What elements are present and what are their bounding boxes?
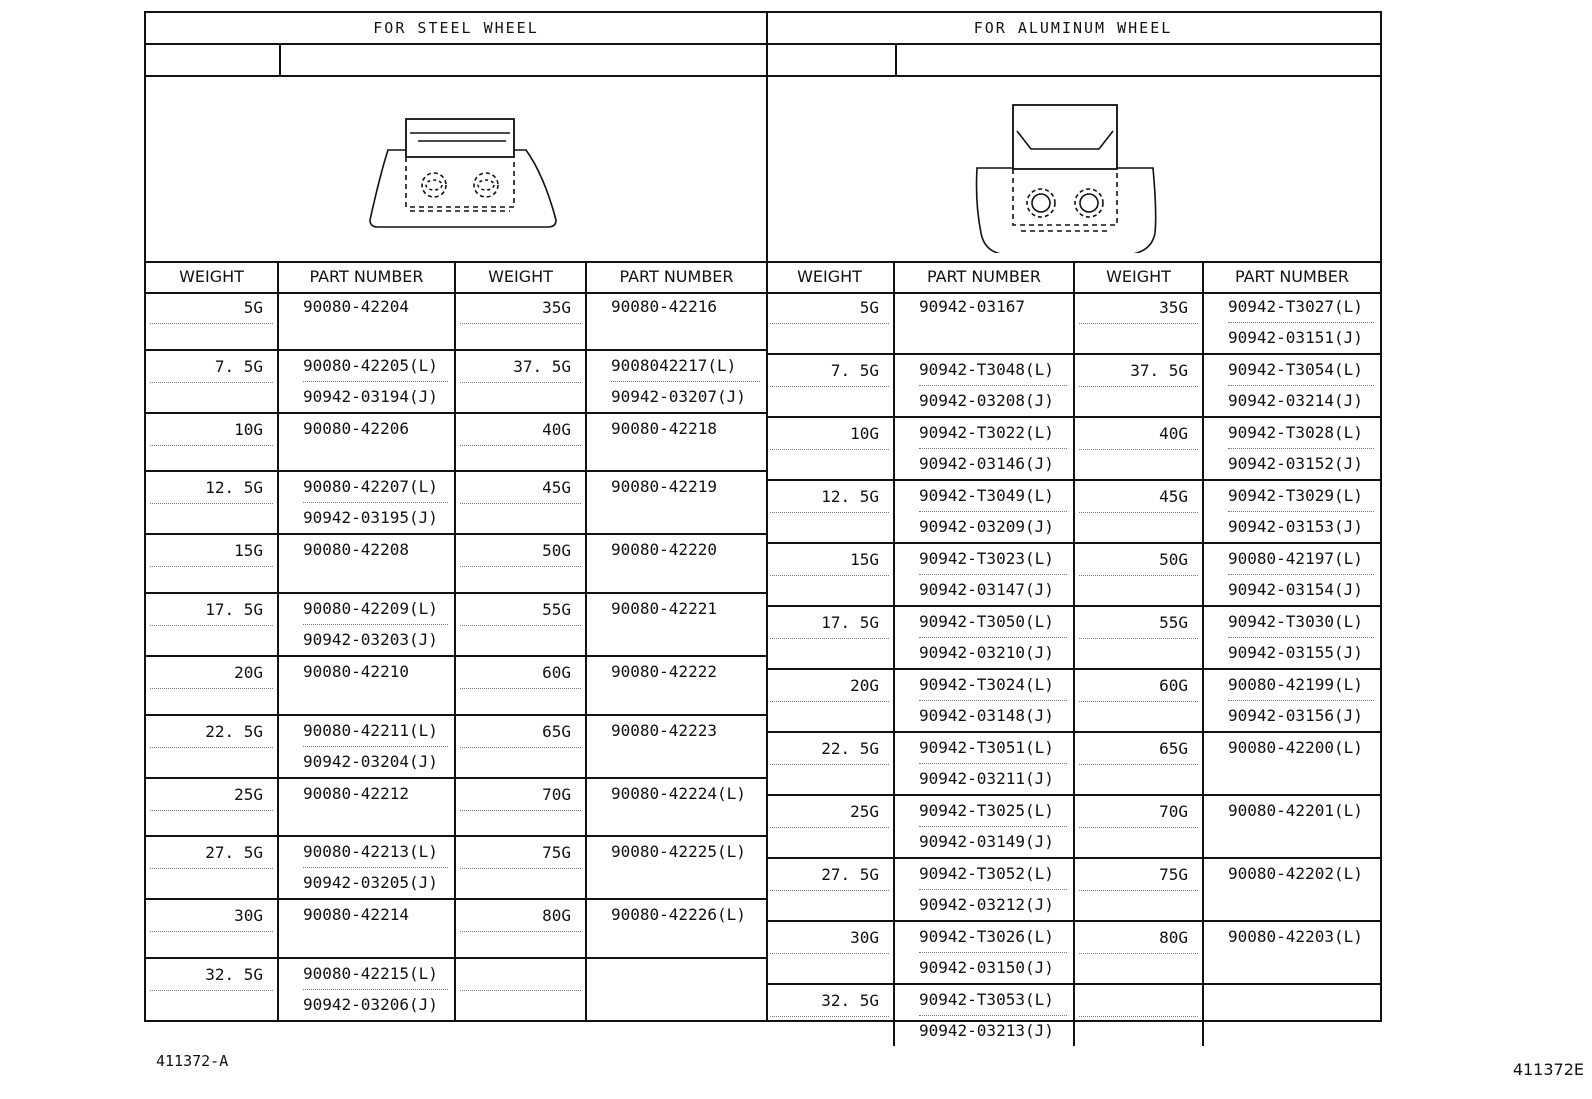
weight-cell (146, 900, 279, 957)
part-number: 90942-T3028(L) (1228, 418, 1374, 449)
weight-cell (146, 414, 279, 471)
weight-value: 32. 5G (821, 991, 879, 1010)
weight-value: 45G (542, 478, 571, 498)
table-row (146, 535, 766, 594)
part-number: 90080-42226(L) (611, 905, 746, 925)
weight-cell (766, 922, 895, 983)
part-number-cell (895, 349, 1075, 416)
weight-value: 10G (234, 419, 263, 439)
part-number-cell (895, 790, 1075, 857)
part-number-cell (279, 529, 456, 592)
part-number: 90080-42204 (303, 297, 409, 316)
part-number: 90080-42219 (611, 477, 717, 497)
weight-cell (1075, 481, 1204, 542)
weight-cell (1075, 796, 1204, 857)
weight-cell (146, 779, 279, 836)
weight-value: 5G (859, 298, 879, 317)
weight-cell (766, 544, 895, 605)
part-number: 90080-42201(L) (1228, 801, 1363, 820)
steel-wheel-section (146, 13, 768, 1020)
part-number-cell (895, 412, 1075, 479)
part-number-cell (1204, 286, 1380, 353)
part-number: 90080-42223 (611, 720, 717, 740)
table-row (766, 922, 1380, 985)
steel-blank-row (146, 43, 766, 77)
weight-value: 12. 5G (205, 478, 263, 498)
weight-value: 37. 5G (1130, 361, 1188, 380)
weight-value: 55G (542, 600, 571, 620)
table-row (766, 355, 1380, 418)
part-number: 90942-03149(J) (919, 832, 1054, 851)
part-number-cell (1204, 538, 1380, 605)
weight-cell (456, 414, 587, 471)
part-number: 90080-42207(L) (303, 472, 448, 503)
part-number: 90942-03154(J) (1228, 580, 1363, 599)
part-number-cell (587, 894, 766, 957)
part-number: 90942-T3050(L) (919, 607, 1067, 638)
weight-value: 25G (234, 784, 263, 804)
aluminum-blank-row (766, 43, 1380, 77)
steel-rows (146, 292, 766, 1020)
weight-cell (766, 418, 895, 479)
steel-header-part-2: PART NUMBER (619, 267, 734, 286)
part-number: 90942-03209(J) (919, 517, 1054, 536)
part-number-cell (587, 953, 766, 1020)
part-number-cell (1204, 664, 1380, 731)
part-number: 90942-03210(J) (919, 643, 1054, 662)
weight-cell (456, 351, 587, 412)
part-number: 90942-03203(J) (303, 630, 438, 650)
part-number-cell (587, 345, 766, 412)
table-row (766, 733, 1380, 796)
weight-value: 45G (1159, 487, 1188, 506)
part-number: 90942-T3025(L) (919, 796, 1067, 827)
weight-cell (1075, 355, 1204, 416)
part-number: 90080-42218 (611, 418, 717, 438)
table-row (766, 796, 1380, 859)
table-row (146, 351, 766, 414)
weight-cell (456, 594, 587, 655)
weight-cell (1075, 922, 1204, 983)
weight-value: 40G (542, 419, 571, 439)
weight-value: 80G (1159, 928, 1188, 947)
part-number: 90942-03194(J) (303, 386, 438, 406)
weight-value: 37. 5G (513, 356, 571, 376)
part-number: 90080-42216 (611, 297, 717, 316)
weight-value: 35G (1159, 298, 1188, 317)
weight-value: 70G (542, 784, 571, 804)
part-number-cell (279, 408, 456, 471)
part-number: 90080-42200(L) (1228, 738, 1363, 757)
part-number-cell (895, 916, 1075, 983)
table-row (146, 414, 766, 473)
part-number-cell (1204, 475, 1380, 542)
part-number-cell (279, 953, 456, 1020)
part-number-cell (279, 831, 456, 898)
wheel-weight-table (144, 11, 1382, 1040)
weight-cell (456, 292, 587, 349)
part-number: 90942-03146(J) (919, 454, 1054, 473)
part-number: 90942-T3051(L) (919, 733, 1067, 764)
weight-cell (456, 900, 587, 957)
weight-cell (766, 859, 895, 920)
part-number: 90080-42225(L) (611, 842, 746, 862)
part-number-cell (1204, 727, 1380, 794)
steel-header-part-1: PART NUMBER (279, 261, 456, 292)
part-number-cell (587, 831, 766, 898)
part-number: 90080-42203(L) (1228, 927, 1363, 946)
steel-weight-illustration (366, 115, 566, 245)
weight-cell (146, 657, 279, 714)
weight-value: 25G (850, 802, 879, 821)
weight-cell (766, 985, 895, 1046)
part-number: 90942-03211(J) (919, 769, 1054, 788)
table-row (766, 607, 1380, 670)
part-number-cell (587, 529, 766, 592)
aluminum-weight-illustration (971, 93, 1171, 253)
part-number: 90942-T3053(L) (919, 985, 1067, 1016)
aluminum-header-part-2: PART NUMBER (1234, 267, 1350, 286)
weight-cell (146, 292, 279, 349)
part-number: 90080-42208 (303, 540, 409, 560)
table-row (766, 481, 1380, 544)
table-row (766, 859, 1380, 922)
part-number: 90942-03214(J) (1228, 391, 1363, 410)
table-row (146, 292, 766, 351)
weight-value: 7. 5G (830, 361, 879, 380)
weight-cell (1075, 544, 1204, 605)
weight-cell (766, 481, 895, 542)
part-number-cell (587, 408, 766, 471)
weight-value: 80G (542, 906, 571, 926)
part-number: 90080-42212 (303, 783, 409, 803)
weight-cell (146, 959, 279, 1020)
table-row (146, 594, 766, 657)
part-number: 90080-42211(L) (303, 716, 448, 747)
part-number-cell (895, 601, 1075, 668)
weight-value: 15G (234, 541, 263, 561)
part-number-cell (279, 345, 456, 412)
weight-cell (456, 535, 587, 592)
aluminum-header-part-1: PART NUMBER (895, 261, 1075, 292)
table-row (766, 418, 1380, 481)
weight-value: 75G (542, 843, 571, 863)
figure-id-left: 411372-A (156, 1052, 229, 1070)
part-number-cell (1204, 916, 1380, 983)
weight-value: 65G (1159, 739, 1188, 758)
weight-value: 50G (542, 541, 571, 561)
weight-cell (766, 796, 895, 857)
part-number: 90080-42214 (303, 905, 409, 925)
part-number: 90942-03151(J) (1228, 328, 1363, 347)
part-number: 90942-03207(J) (611, 386, 746, 406)
table-row (766, 292, 1380, 355)
part-number: 90942-03204(J) (303, 751, 438, 771)
part-number: 90942-T3030(L) (1228, 607, 1374, 638)
weight-value: 17. 5G (821, 613, 879, 632)
weight-cell (146, 472, 279, 533)
part-number-cell (1204, 412, 1380, 479)
table-row (146, 900, 766, 959)
table-row (146, 657, 766, 716)
table-row (146, 959, 766, 1020)
part-number: 90080-42221 (611, 599, 717, 619)
table-row (146, 837, 766, 900)
steel-header-weight-1: WEIGHT (146, 261, 279, 292)
table-row (766, 670, 1380, 733)
part-number-cell (1204, 853, 1380, 920)
part-number: 90942-T3023(L) (919, 544, 1067, 575)
part-number: 90942-03153(J) (1228, 517, 1363, 536)
part-number: 90080-42206 (303, 418, 409, 438)
part-number: 90080-42199(L) (1228, 670, 1374, 701)
part-number: 90942-03195(J) (303, 508, 438, 528)
part-number: 90942-03152(J) (1228, 454, 1363, 473)
part-number-cell (279, 651, 456, 714)
weight-cell (766, 607, 895, 668)
part-number-cell (1204, 979, 1380, 1046)
part-number: 90942-T3022(L) (919, 418, 1067, 449)
weight-cell (766, 292, 895, 353)
part-number: 90942-03205(J) (303, 873, 438, 893)
part-number-cell (279, 466, 456, 533)
weight-cell (1075, 859, 1204, 920)
weight-value: 22. 5G (821, 739, 879, 758)
part-number-cell (587, 286, 766, 349)
weight-value: 30G (850, 928, 879, 947)
weight-value: 50G (1159, 550, 1188, 569)
part-number: 90942-03156(J) (1228, 706, 1363, 725)
weight-value: 55G (1159, 613, 1188, 632)
aluminum-rows (766, 292, 1380, 1040)
weight-cell (456, 837, 587, 898)
weight-value: 12. 5G (821, 487, 879, 506)
part-number-cell (895, 538, 1075, 605)
part-number: 90080-42202(L) (1228, 864, 1363, 883)
part-number: 90942-T3026(L) (919, 922, 1067, 953)
table-row (766, 544, 1380, 607)
steel-header-weight-2: WEIGHT (456, 261, 587, 292)
weight-cell (766, 733, 895, 794)
weight-cell (456, 959, 587, 1020)
part-number-cell (279, 286, 456, 349)
steel-section-title: FOR STEEL WHEEL (146, 13, 766, 45)
weight-value: 15G (850, 550, 879, 569)
part-number-cell (279, 588, 456, 655)
part-number: 90080-42205(L) (303, 351, 448, 382)
weight-value: 32. 5G (205, 965, 263, 985)
weight-value: 5G (243, 298, 263, 317)
aluminum-section-title: FOR ALUMINUM WHEEL (766, 13, 1380, 45)
part-number: 90942-T3054(L) (1228, 355, 1374, 386)
part-number: 90942-03150(J) (919, 958, 1054, 977)
weight-cell (146, 594, 279, 655)
part-number: 90080-42197(L) (1228, 544, 1374, 575)
weight-value: 30G (234, 906, 263, 926)
weight-cell (1075, 418, 1204, 479)
steel-weight-drawing (146, 75, 766, 263)
weight-cell (146, 535, 279, 592)
weight-value: 7. 5G (214, 356, 263, 376)
part-number-cell (279, 773, 456, 836)
part-number: 90942-03213(J) (919, 1021, 1054, 1040)
aluminum-header-weight-2: WEIGHT (1075, 261, 1204, 292)
part-number: 90942-03167 (919, 297, 1025, 316)
part-number: 90942-T3024(L) (919, 670, 1067, 701)
table-row (146, 472, 766, 535)
part-number: 90080-42209(L) (303, 594, 448, 625)
part-number: 90942-03147(J) (919, 580, 1054, 599)
table-row (146, 716, 766, 779)
part-number: 90942-T3048(L) (919, 355, 1067, 386)
weight-value: 40G (1159, 424, 1188, 443)
part-number-cell (587, 466, 766, 533)
part-number: 9008042217(L) (611, 351, 760, 382)
part-number-cell (587, 588, 766, 655)
part-number: 90942-03208(J) (919, 391, 1054, 410)
part-number: 90942-T3049(L) (919, 481, 1067, 512)
part-number-cell (587, 710, 766, 777)
weight-cell (456, 716, 587, 777)
weight-value: 27. 5G (205, 843, 263, 863)
part-number: 90942-03206(J) (303, 995, 438, 1015)
part-number-cell (895, 853, 1075, 920)
weight-cell (766, 355, 895, 416)
weight-cell (146, 716, 279, 777)
part-number-cell (895, 727, 1075, 794)
part-number: 90942-03155(J) (1228, 643, 1363, 662)
part-number: 90080-42220 (611, 540, 717, 560)
part-number-cell (895, 664, 1075, 731)
part-number-cell (1204, 790, 1380, 857)
weight-value: 10G (850, 424, 879, 443)
weight-value: 27. 5G (821, 865, 879, 884)
aluminum-header-weight-1: WEIGHT (766, 261, 895, 292)
weight-value: 22. 5G (205, 721, 263, 741)
weight-cell (146, 837, 279, 898)
weight-cell (766, 670, 895, 731)
weight-value: 60G (542, 663, 571, 683)
weight-cell (1075, 670, 1204, 731)
part-number-cell (279, 894, 456, 957)
part-number-cell (1204, 349, 1380, 416)
part-number: 90080-42213(L) (303, 837, 448, 868)
part-number: 90942-T3052(L) (919, 859, 1067, 890)
weight-cell (1075, 292, 1204, 353)
weight-value: 65G (542, 721, 571, 741)
aluminum-wheel-section (766, 13, 1380, 1040)
table-row (766, 985, 1380, 1046)
part-number: 90080-42222 (611, 662, 717, 682)
part-number-cell (895, 475, 1075, 542)
part-number: 90080-42210 (303, 662, 409, 682)
weight-cell (1075, 985, 1204, 1046)
weight-cell (146, 351, 279, 412)
weight-value: 20G (234, 663, 263, 683)
part-number: 90942-03148(J) (919, 706, 1054, 725)
part-number-cell (895, 979, 1075, 1046)
weight-value: 60G (1159, 676, 1188, 695)
part-number-cell (587, 773, 766, 836)
weight-cell (1075, 607, 1204, 668)
weight-cell (1075, 733, 1204, 794)
aluminum-weight-drawing (766, 75, 1380, 263)
weight-value: 70G (1159, 802, 1188, 821)
table-row (146, 779, 766, 838)
weight-cell (456, 657, 587, 714)
weight-value: 75G (1159, 865, 1188, 884)
weight-cell (456, 779, 587, 836)
part-number: 90942-T3027(L) (1228, 292, 1374, 323)
part-number-cell (1204, 601, 1380, 668)
weight-value: 17. 5G (205, 600, 263, 620)
weight-cell (456, 472, 587, 533)
part-number: 90942-T3029(L) (1228, 481, 1374, 512)
part-number: 90942-03212(J) (919, 895, 1054, 914)
part-number-cell (895, 286, 1075, 353)
figure-id-right: 411372E (1512, 1060, 1584, 1079)
part-number-cell (587, 651, 766, 714)
part-number: 90080-42215(L) (303, 959, 448, 990)
part-number: 90080-42224(L) (611, 783, 746, 803)
weight-value: 20G (850, 676, 879, 695)
part-number-cell (279, 710, 456, 777)
weight-value: 35G (542, 298, 571, 317)
